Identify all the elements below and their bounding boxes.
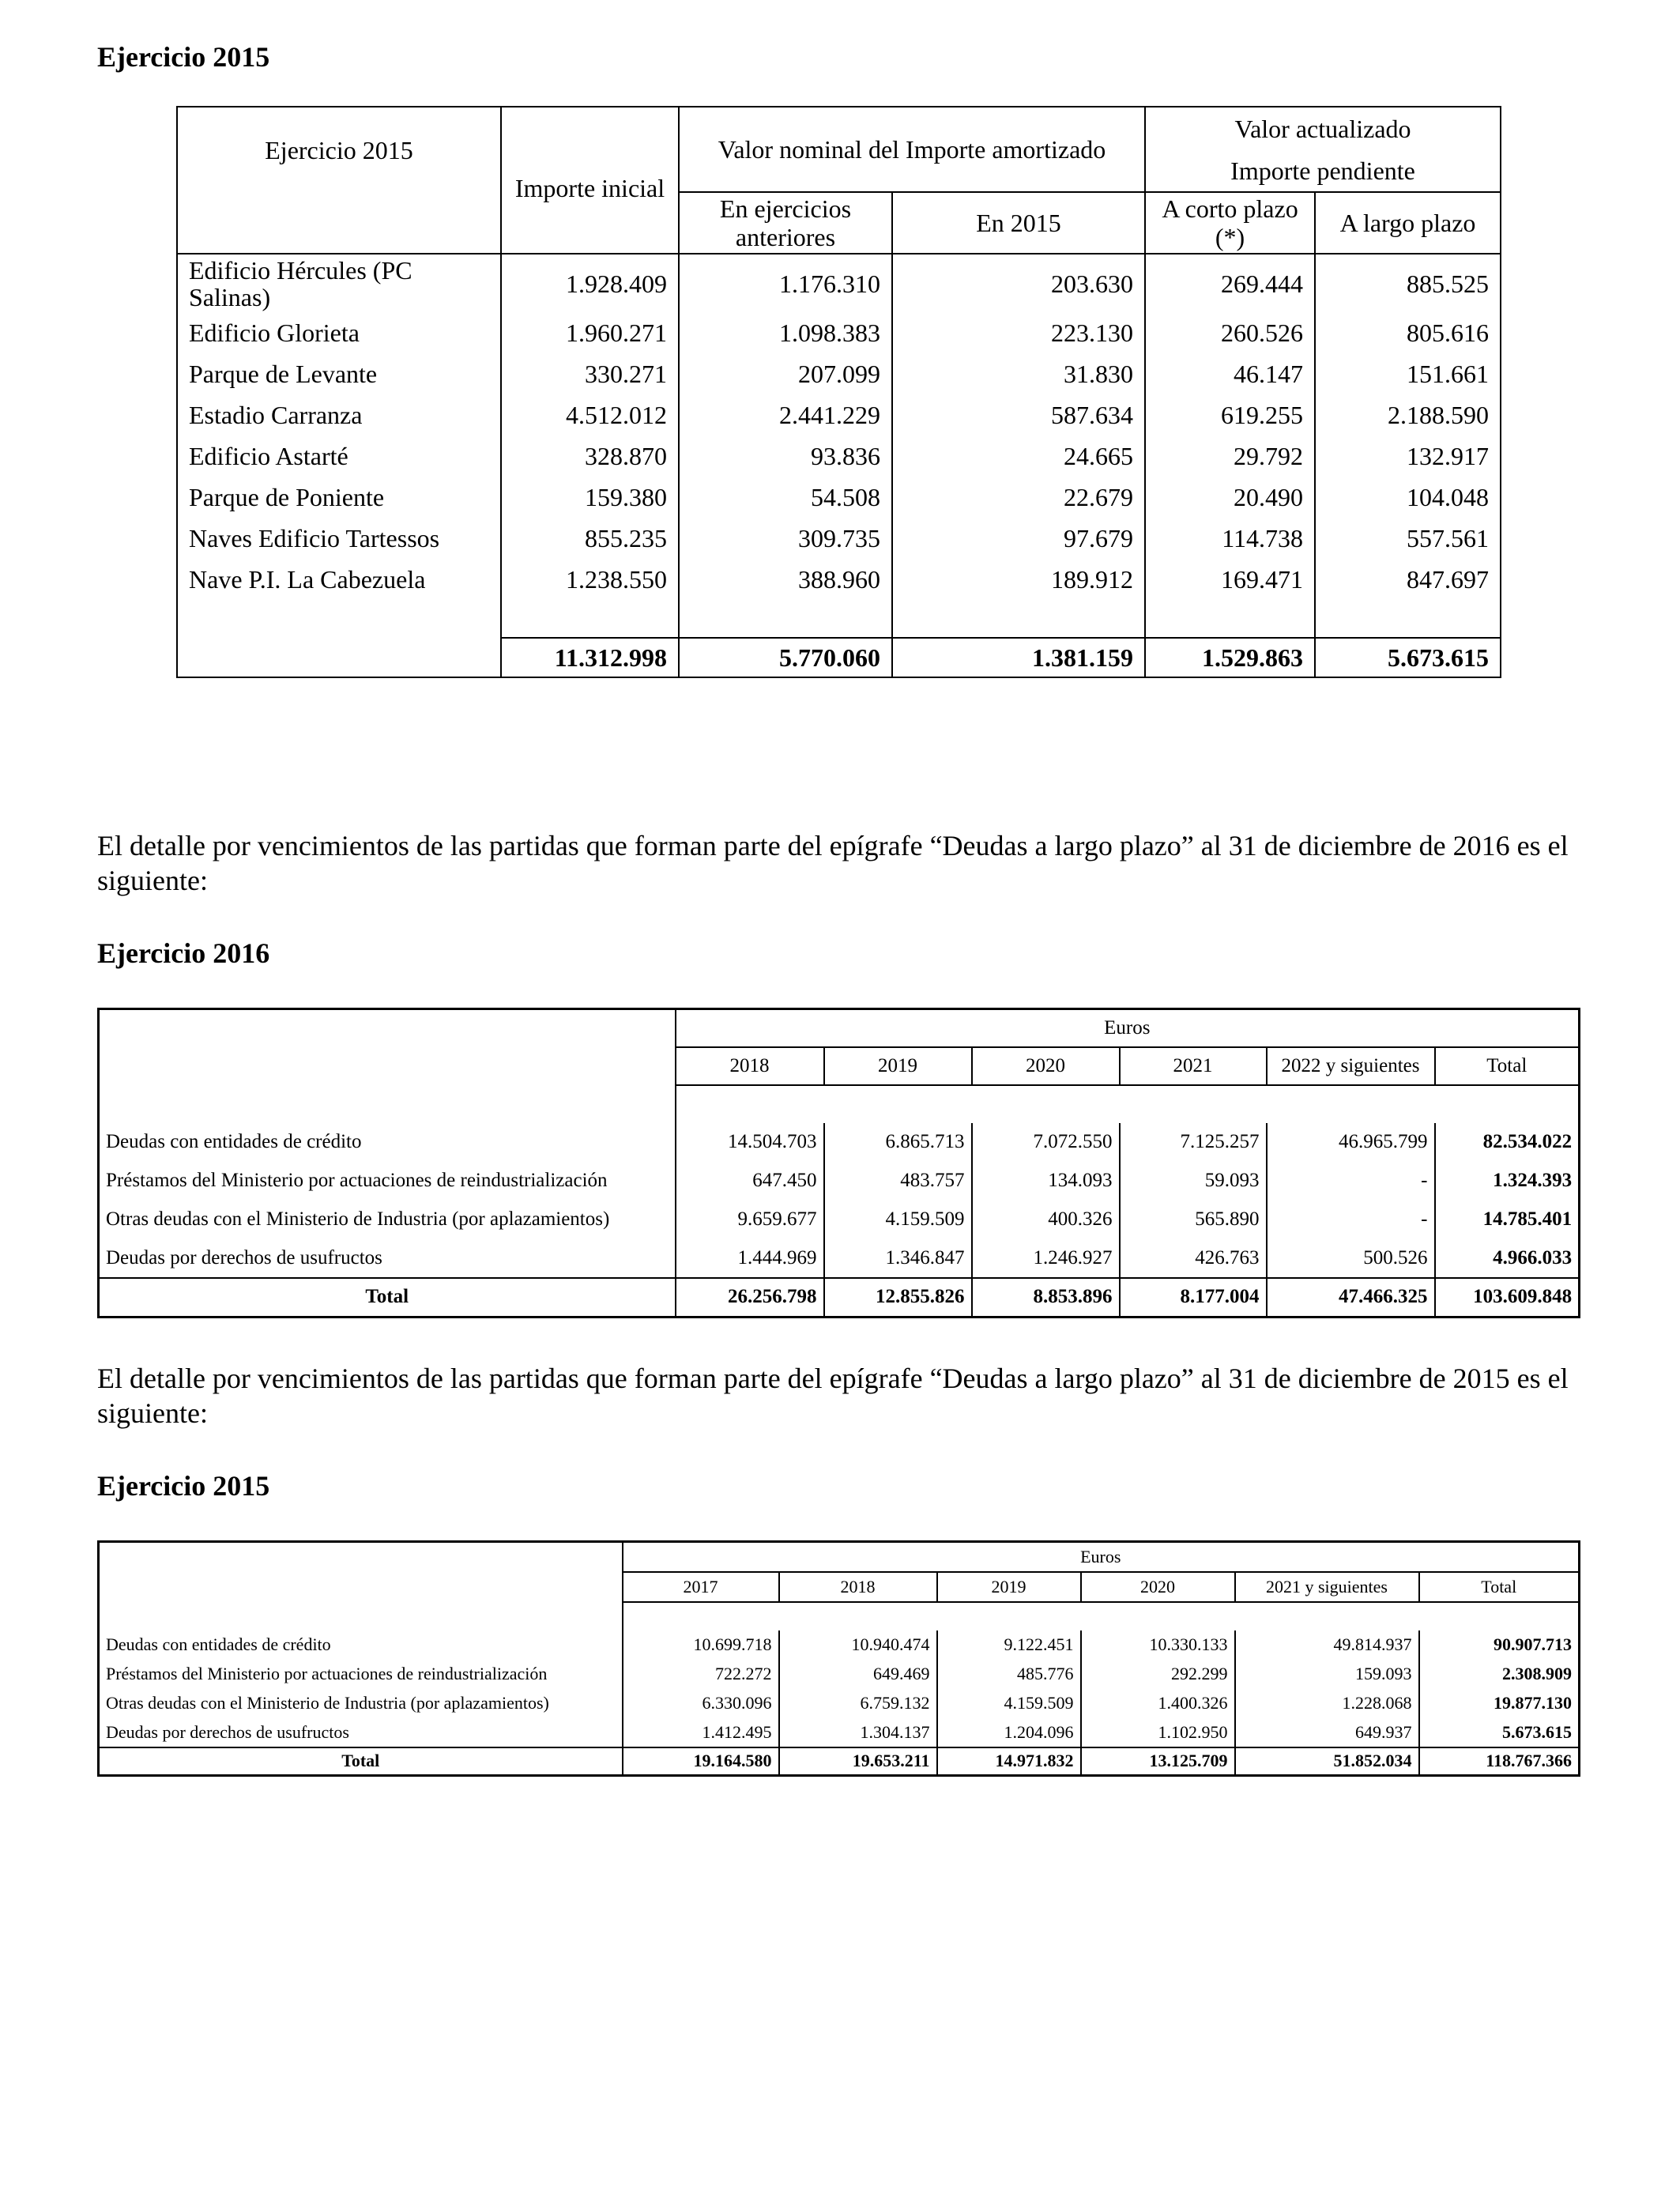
- cell-total: 47.466.325: [1267, 1278, 1435, 1318]
- header-euros: Euros: [623, 1542, 1580, 1572]
- cell-value: 46.965.799: [1267, 1123, 1435, 1162]
- cell-anteriores: 388.960: [679, 559, 892, 600]
- cell-row-total: 82.534.022: [1435, 1123, 1580, 1162]
- cell-en2015: 31.830: [892, 353, 1145, 394]
- header-largo-plazo: A largo plazo: [1315, 192, 1501, 254]
- cell-value: 6.759.132: [779, 1689, 937, 1718]
- table-row: [99, 1123, 1580, 1162]
- cell-row-total: 5.673.615: [1419, 1718, 1580, 1747]
- cell-largo: 104.048: [1315, 477, 1501, 518]
- cell-total: 103.609.848: [1435, 1278, 1580, 1318]
- cell-corto: 269.444: [1145, 254, 1315, 312]
- table-importes-2015: [176, 106, 1501, 678]
- cell-value: 49.814.937: [1235, 1630, 1419, 1660]
- cell-total: 51.852.034: [1235, 1747, 1419, 1776]
- row-label: Otras deudas con el Ministerio de Industria (por aplazamientos): [99, 1689, 623, 1718]
- cell-inicial: 4.512.012: [501, 394, 679, 435]
- cell-total: 19.653.211: [779, 1747, 937, 1776]
- header-year: 2019: [824, 1047, 972, 1085]
- header-year: 2018: [676, 1047, 824, 1085]
- cell-value: 4.159.509: [937, 1689, 1081, 1718]
- cell-inicial: 328.870: [501, 435, 679, 477]
- cell-value: 7.072.550: [972, 1123, 1120, 1162]
- table-row: [99, 1660, 1580, 1689]
- paragraph-2015: El detalle por vencimientos de las partidas que forman parte del epígrafe “Deudas a largo plazo” al 31 de diciembre de 2015 es el siguiente:: [97, 1363, 1569, 1429]
- row-name: Edificio Astarté: [177, 435, 501, 477]
- cell-value: 1.400.326: [1081, 1689, 1235, 1718]
- cell-value: 159.093: [1235, 1660, 1419, 1689]
- cell-value: 6.865.713: [824, 1123, 972, 1162]
- cell-anteriores: 2.441.229: [679, 394, 892, 435]
- cell-value: 1.204.096: [937, 1718, 1081, 1747]
- cell-value: 565.890: [1120, 1201, 1267, 1239]
- header-year: 2018: [779, 1572, 937, 1602]
- cell-total: 118.767.366: [1419, 1747, 1580, 1776]
- row-label: Deudas por derechos de usufructos: [99, 1239, 676, 1278]
- table-row: [99, 1718, 1580, 1747]
- total-corto-plazo: 1.529.863: [1145, 638, 1315, 677]
- total-en-2015: 1.381.159: [892, 638, 1145, 677]
- table-row: [177, 559, 1501, 600]
- cell-value: 722.272: [623, 1660, 779, 1689]
- table-row: [177, 353, 1501, 394]
- header-year: 2021: [1120, 1047, 1267, 1085]
- cell-inicial: 855.235: [501, 518, 679, 559]
- table-row: [99, 1630, 1580, 1660]
- cell-largo: 151.661: [1315, 353, 1501, 394]
- cell-value: 649.469: [779, 1660, 937, 1689]
- cell-value: 1.246.927: [972, 1239, 1120, 1278]
- cell-row-total: 90.907.713: [1419, 1630, 1580, 1660]
- cell-value: 292.299: [1081, 1660, 1235, 1689]
- total-label: Total: [99, 1278, 676, 1318]
- cell-anteriores: 309.735: [679, 518, 892, 559]
- cell-value: 59.093: [1120, 1162, 1267, 1201]
- table-row: [177, 435, 1501, 477]
- cell-largo: 885.525: [1315, 254, 1501, 312]
- header-ejercicios-anteriores: En ejercicios anteriores: [679, 192, 892, 254]
- cell-total: 13.125.709: [1081, 1747, 1235, 1776]
- row-name: Edificio Glorieta: [177, 312, 501, 353]
- row-label: Otras deudas con el Ministerio de Industria (por aplazamientos): [99, 1201, 676, 1239]
- header-importe-inicial: Importe inicial: [501, 107, 679, 254]
- cell-value: 1.304.137: [779, 1718, 937, 1747]
- cell-corto: 169.471: [1145, 559, 1315, 600]
- header-euros: Euros: [676, 1009, 1580, 1047]
- cell-corto: 114.738: [1145, 518, 1315, 559]
- cell-value: 4.159.509: [824, 1201, 972, 1239]
- table-row: [177, 394, 1501, 435]
- cell-anteriores: 1.098.383: [679, 312, 892, 353]
- cell-total: 8.177.004: [1120, 1278, 1267, 1318]
- cell-inicial: 1.928.409: [501, 254, 679, 312]
- header-year: 2019: [937, 1572, 1081, 1602]
- cell-row-total: 19.877.130: [1419, 1689, 1580, 1718]
- cell-corto: 46.147: [1145, 353, 1315, 394]
- cell-value: 400.326: [972, 1201, 1120, 1239]
- cell-en2015: 587.634: [892, 394, 1145, 435]
- cell-value: -: [1267, 1201, 1435, 1239]
- header-year: 2022 y siguientes: [1267, 1047, 1435, 1085]
- heading-ejercicio-2015-bottom: Ejercicio 2015: [97, 1470, 270, 1502]
- cell-row-total: 14.785.401: [1435, 1201, 1580, 1239]
- cell-en2015: 203.630: [892, 254, 1145, 312]
- row-name: Parque de Levante: [177, 353, 501, 394]
- cell-en2015: 223.130: [892, 312, 1145, 353]
- cell-largo: 557.561: [1315, 518, 1501, 559]
- cell-value: 647.450: [676, 1162, 824, 1201]
- cell-value: 6.330.096: [623, 1689, 779, 1718]
- cell-total: 12.855.826: [824, 1278, 972, 1318]
- table-vencimientos-2015: [97, 1540, 1580, 1777]
- cell-en2015: 189.912: [892, 559, 1145, 600]
- total-label: Total: [99, 1747, 623, 1776]
- row-label: Préstamos del Ministerio por actuaciones de reindustrialización: [99, 1162, 676, 1201]
- heading-ejercicio-2016: Ejercicio 2016: [97, 937, 270, 969]
- cell-value: 649.937: [1235, 1718, 1419, 1747]
- header-year: 2017: [623, 1572, 779, 1602]
- row-label: Deudas con entidades de crédito: [99, 1123, 676, 1162]
- cell-row-total: 2.308.909: [1419, 1660, 1580, 1689]
- cell-en2015: 22.679: [892, 477, 1145, 518]
- table-vencimientos-2016: [97, 1008, 1580, 1318]
- cell-inicial: 159.380: [501, 477, 679, 518]
- cell-corto: 619.255: [1145, 394, 1315, 435]
- header-valor-nominal: Valor nominal del Importe amortizado: [679, 107, 1145, 192]
- header-year: 2021 y siguientes: [1235, 1572, 1419, 1602]
- table-row: [177, 312, 1501, 353]
- cell-value: 1.102.950: [1081, 1718, 1235, 1747]
- row-name: Edificio Hércules (PC Salinas): [177, 254, 501, 312]
- header-year: 2020: [972, 1047, 1120, 1085]
- header-year: Total: [1419, 1572, 1580, 1602]
- cell-corto: 29.792: [1145, 435, 1315, 477]
- cell-largo: 2.188.590: [1315, 394, 1501, 435]
- table-row: [177, 477, 1501, 518]
- table-row: [177, 518, 1501, 559]
- cell-value: 483.757: [824, 1162, 972, 1201]
- cell-value: 1.228.068: [1235, 1689, 1419, 1718]
- cell-value: 9.122.451: [937, 1630, 1081, 1660]
- row-label: Deudas por derechos de usufructos: [99, 1718, 623, 1747]
- cell-value: 426.763: [1120, 1239, 1267, 1278]
- header-importe-pendiente: Importe pendiente: [1145, 150, 1501, 192]
- cell-value: 1.444.969: [676, 1239, 824, 1278]
- cell-value: 1.346.847: [824, 1239, 972, 1278]
- row-label: Deudas con entidades de crédito: [99, 1630, 623, 1660]
- cell-anteriores: 1.176.310: [679, 254, 892, 312]
- paragraph-2016: El detalle por vencimientos de las partidas que forman parte del epígrafe “Deudas a largo plazo” al 31 de diciembre de 2016 es el siguiente:: [97, 830, 1569, 896]
- table-row: [99, 1239, 1580, 1278]
- cell-corto: 260.526: [1145, 312, 1315, 353]
- cell-value: 7.125.257: [1120, 1123, 1267, 1162]
- cell-value: 14.504.703: [676, 1123, 824, 1162]
- row-name: Nave P.I. La Cabezuela: [177, 559, 501, 600]
- cell-largo: 805.616: [1315, 312, 1501, 353]
- cell-corto: 20.490: [1145, 477, 1315, 518]
- cell-row-total: 4.966.033: [1435, 1239, 1580, 1278]
- cell-value: 10.699.718: [623, 1630, 779, 1660]
- cell-value: 134.093: [972, 1162, 1120, 1201]
- total-inicial: 11.312.998: [501, 638, 679, 677]
- cell-value: 10.940.474: [779, 1630, 937, 1660]
- cell-inicial: 330.271: [501, 353, 679, 394]
- cell-largo: 847.697: [1315, 559, 1501, 600]
- cell-value: 9.659.677: [676, 1201, 824, 1239]
- header-corto-plazo: A corto plazo (*): [1145, 192, 1315, 254]
- cell-total: 8.853.896: [972, 1278, 1120, 1318]
- header-ejercicio: Ejercicio 2015: [177, 107, 501, 192]
- cell-anteriores: 207.099: [679, 353, 892, 394]
- cell-total: 19.164.580: [623, 1747, 779, 1776]
- cell-largo: 132.917: [1315, 435, 1501, 477]
- cell-value: -: [1267, 1162, 1435, 1201]
- total-largo-plazo: 5.673.615: [1315, 638, 1501, 677]
- table-row: [99, 1162, 1580, 1201]
- header-valor-actualizado: Valor actualizado: [1145, 107, 1501, 150]
- cell-en2015: 97.679: [892, 518, 1145, 559]
- total-anteriores: 5.770.060: [679, 638, 892, 677]
- table-row: [99, 1689, 1580, 1718]
- table-row: [99, 1201, 1580, 1239]
- cell-anteriores: 93.836: [679, 435, 892, 477]
- cell-total: 26.256.798: [676, 1278, 824, 1318]
- header-year: 2020: [1081, 1572, 1235, 1602]
- cell-value: 1.412.495: [623, 1718, 779, 1747]
- table-row: [177, 254, 1501, 312]
- cell-anteriores: 54.508: [679, 477, 892, 518]
- cell-value: 500.526: [1267, 1239, 1435, 1278]
- cell-value: 485.776: [937, 1660, 1081, 1689]
- cell-total: 14.971.832: [937, 1747, 1081, 1776]
- row-label: Préstamos del Ministerio por actuaciones de reindustrialización: [99, 1660, 623, 1689]
- heading-ejercicio-2015-top: Ejercicio 2015: [97, 41, 270, 73]
- row-name: Parque de Poniente: [177, 477, 501, 518]
- cell-value: 10.330.133: [1081, 1630, 1235, 1660]
- cell-inicial: 1.960.271: [501, 312, 679, 353]
- cell-en2015: 24.665: [892, 435, 1145, 477]
- header-year: Total: [1435, 1047, 1580, 1085]
- row-name: Estadio Carranza: [177, 394, 501, 435]
- row-name: Naves Edificio Tartessos: [177, 518, 501, 559]
- header-en-2015: En 2015: [892, 192, 1145, 254]
- cell-row-total: 1.324.393: [1435, 1162, 1580, 1201]
- cell-inicial: 1.238.550: [501, 559, 679, 600]
